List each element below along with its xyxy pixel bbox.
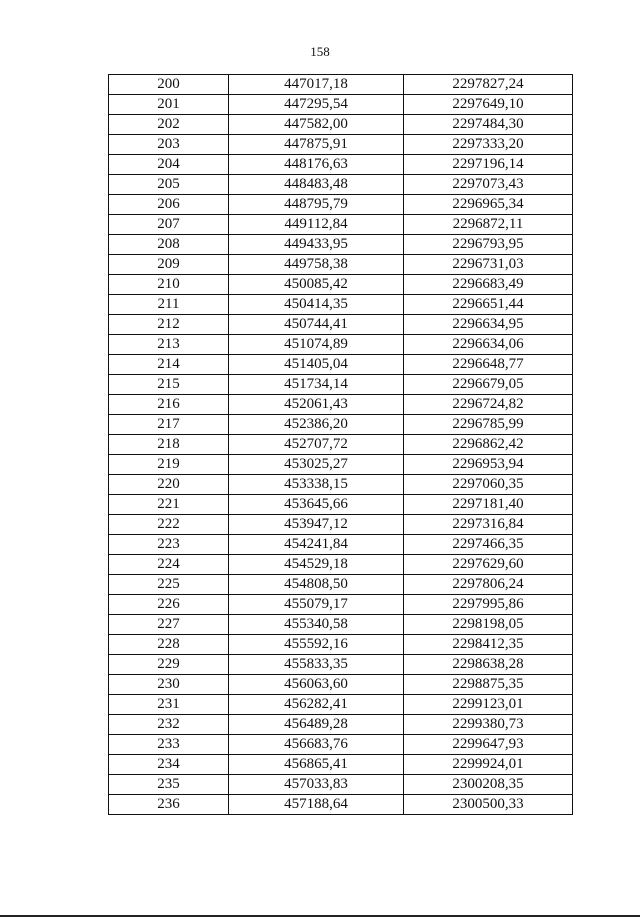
point-number-cell: 229: [109, 655, 229, 675]
point-number-cell: 221: [109, 495, 229, 515]
x-coordinate-cell: 448176,63: [229, 155, 404, 175]
point-number-cell: 205: [109, 175, 229, 195]
table-row: [109, 735, 573, 755]
y-coordinate-cell: 2298412,35: [404, 635, 573, 655]
y-coordinate-cell: 2297629,60: [404, 555, 573, 575]
y-coordinate-cell: 2296862,42: [404, 435, 573, 455]
x-coordinate-cell: 457033,83: [229, 775, 404, 795]
point-number-cell: 234: [109, 755, 229, 775]
point-number-cell: 230: [109, 675, 229, 695]
table-row: [109, 235, 573, 255]
x-coordinate-cell: 455079,17: [229, 595, 404, 615]
x-coordinate-cell: 453645,66: [229, 495, 404, 515]
y-coordinate-cell: 2298198,05: [404, 615, 573, 635]
point-number-cell: 215: [109, 375, 229, 395]
x-coordinate-cell: 452707,72: [229, 435, 404, 455]
point-number-cell: 212: [109, 315, 229, 335]
table-row: [109, 415, 573, 435]
y-coordinate-cell: 2297060,35: [404, 475, 573, 495]
point-number-cell: 204: [109, 155, 229, 175]
x-coordinate-cell: 447017,18: [229, 75, 404, 95]
x-coordinate-cell: 456489,28: [229, 715, 404, 735]
table-row: [109, 495, 573, 515]
table-row: [109, 555, 573, 575]
table-row: [109, 635, 573, 655]
y-coordinate-cell: 2297484,30: [404, 115, 573, 135]
y-coordinate-cell: 2296793,95: [404, 235, 573, 255]
y-coordinate-cell: 2297316,84: [404, 515, 573, 535]
y-coordinate-cell: 2297073,43: [404, 175, 573, 195]
x-coordinate-cell: 456282,41: [229, 695, 404, 715]
y-coordinate-cell: 2296634,06: [404, 335, 573, 355]
x-coordinate-cell: 454808,50: [229, 575, 404, 595]
point-number-cell: 219: [109, 455, 229, 475]
x-coordinate-cell: 448483,48: [229, 175, 404, 195]
table-row: [109, 375, 573, 395]
point-number-cell: 232: [109, 715, 229, 735]
point-number-cell: 207: [109, 215, 229, 235]
table-row: [109, 295, 573, 315]
x-coordinate-cell: 457188,64: [229, 795, 404, 815]
table-row: [109, 775, 573, 795]
point-number-cell: 203: [109, 135, 229, 155]
table-row: [109, 435, 573, 455]
table-row: [109, 755, 573, 775]
point-number-cell: 201: [109, 95, 229, 115]
x-coordinate-cell: 451734,14: [229, 375, 404, 395]
table-row: [109, 515, 573, 535]
table-row: [109, 475, 573, 495]
y-coordinate-cell: 2296785,99: [404, 415, 573, 435]
x-coordinate-cell: 455592,16: [229, 635, 404, 655]
point-number-cell: 233: [109, 735, 229, 755]
point-number-cell: 213: [109, 335, 229, 355]
table-row: [109, 715, 573, 735]
point-number-cell: 224: [109, 555, 229, 575]
table-row: [109, 615, 573, 635]
point-number-cell: 220: [109, 475, 229, 495]
x-coordinate-cell: 453025,27: [229, 455, 404, 475]
x-coordinate-cell: 449433,95: [229, 235, 404, 255]
point-number-cell: 227: [109, 615, 229, 635]
y-coordinate-cell: 2296683,49: [404, 275, 573, 295]
table-row: [109, 215, 573, 235]
x-coordinate-cell: 453338,15: [229, 475, 404, 495]
y-coordinate-cell: 2299924,01: [404, 755, 573, 775]
y-coordinate-cell: 2296634,95: [404, 315, 573, 335]
table-row: [109, 675, 573, 695]
y-coordinate-cell: 2297466,35: [404, 535, 573, 555]
y-coordinate-cell: 2298875,35: [404, 675, 573, 695]
y-coordinate-cell: 2299647,93: [404, 735, 573, 755]
y-coordinate-cell: 2296965,34: [404, 195, 573, 215]
point-number-cell: 225: [109, 575, 229, 595]
point-number-cell: 202: [109, 115, 229, 135]
y-coordinate-cell: 2296872,11: [404, 215, 573, 235]
point-number-cell: 231: [109, 695, 229, 715]
x-coordinate-cell: 451074,89: [229, 335, 404, 355]
x-coordinate-cell: 451405,04: [229, 355, 404, 375]
y-coordinate-cell: 2297196,14: [404, 155, 573, 175]
table-row: [109, 135, 573, 155]
point-number-cell: 214: [109, 355, 229, 375]
point-number-cell: 208: [109, 235, 229, 255]
y-coordinate-cell: 2299123,01: [404, 695, 573, 715]
table-row: [109, 155, 573, 175]
x-coordinate-cell: 450085,42: [229, 275, 404, 295]
point-number-cell: 200: [109, 75, 229, 95]
y-coordinate-cell: 2300208,35: [404, 775, 573, 795]
y-coordinate-cell: 2296679,05: [404, 375, 573, 395]
coordinates-table: [108, 74, 573, 815]
point-number-cell: 211: [109, 295, 229, 315]
table-row: [109, 195, 573, 215]
x-coordinate-cell: 447582,00: [229, 115, 404, 135]
x-coordinate-cell: 452061,43: [229, 395, 404, 415]
x-coordinate-cell: 455340,58: [229, 615, 404, 635]
x-coordinate-cell: 454241,84: [229, 535, 404, 555]
point-number-cell: 226: [109, 595, 229, 615]
table-row: [109, 95, 573, 115]
point-number-cell: 222: [109, 515, 229, 535]
table-row: [109, 115, 573, 135]
point-number-cell: 209: [109, 255, 229, 275]
x-coordinate-cell: 450744,41: [229, 315, 404, 335]
table-row: [109, 335, 573, 355]
point-number-cell: 206: [109, 195, 229, 215]
x-coordinate-cell: 455833,35: [229, 655, 404, 675]
x-coordinate-cell: 456865,41: [229, 755, 404, 775]
x-coordinate-cell: 449758,38: [229, 255, 404, 275]
table-row: [109, 695, 573, 715]
bottom-rule: [0, 915, 640, 917]
table-row: [109, 275, 573, 295]
table-row: [109, 255, 573, 275]
y-coordinate-cell: 2297806,24: [404, 575, 573, 595]
table-row: [109, 595, 573, 615]
point-number-cell: 218: [109, 435, 229, 455]
y-coordinate-cell: 2296731,03: [404, 255, 573, 275]
y-coordinate-cell: 2297995,86: [404, 595, 573, 615]
table-row: [109, 315, 573, 335]
y-coordinate-cell: 2300500,33: [404, 795, 573, 815]
y-coordinate-cell: 2299380,73: [404, 715, 573, 735]
x-coordinate-cell: 450414,35: [229, 295, 404, 315]
table-row: [109, 455, 573, 475]
y-coordinate-cell: 2296648,77: [404, 355, 573, 375]
x-coordinate-cell: 454529,18: [229, 555, 404, 575]
point-number-cell: 217: [109, 415, 229, 435]
x-coordinate-cell: 448795,79: [229, 195, 404, 215]
point-number-cell: 228: [109, 635, 229, 655]
x-coordinate-cell: 453947,12: [229, 515, 404, 535]
table-row: [109, 395, 573, 415]
table-row: [109, 795, 573, 815]
y-coordinate-cell: 2298638,28: [404, 655, 573, 675]
coordinates-table-body: [109, 75, 573, 815]
y-coordinate-cell: 2296953,94: [404, 455, 573, 475]
x-coordinate-cell: 447295,54: [229, 95, 404, 115]
table-row: [109, 175, 573, 195]
table-row: [109, 655, 573, 675]
point-number-cell: 223: [109, 535, 229, 555]
table-row: [109, 535, 573, 555]
point-number-cell: 236: [109, 795, 229, 815]
y-coordinate-cell: 2297649,10: [404, 95, 573, 115]
y-coordinate-cell: 2297827,24: [404, 75, 573, 95]
page-number: 158: [310, 44, 330, 59]
x-coordinate-cell: 456063,60: [229, 675, 404, 695]
x-coordinate-cell: 449112,84: [229, 215, 404, 235]
y-coordinate-cell: 2297181,40: [404, 495, 573, 515]
table-row: [109, 355, 573, 375]
y-coordinate-cell: 2296724,82: [404, 395, 573, 415]
x-coordinate-cell: 447875,91: [229, 135, 404, 155]
y-coordinate-cell: 2297333,20: [404, 135, 573, 155]
table-row: [109, 75, 573, 95]
table-row: [109, 575, 573, 595]
y-coordinate-cell: 2296651,44: [404, 295, 573, 315]
point-number-cell: 216: [109, 395, 229, 415]
x-coordinate-cell: 452386,20: [229, 415, 404, 435]
x-coordinate-cell: 456683,76: [229, 735, 404, 755]
point-number-cell: 235: [109, 775, 229, 795]
point-number-cell: 210: [109, 275, 229, 295]
